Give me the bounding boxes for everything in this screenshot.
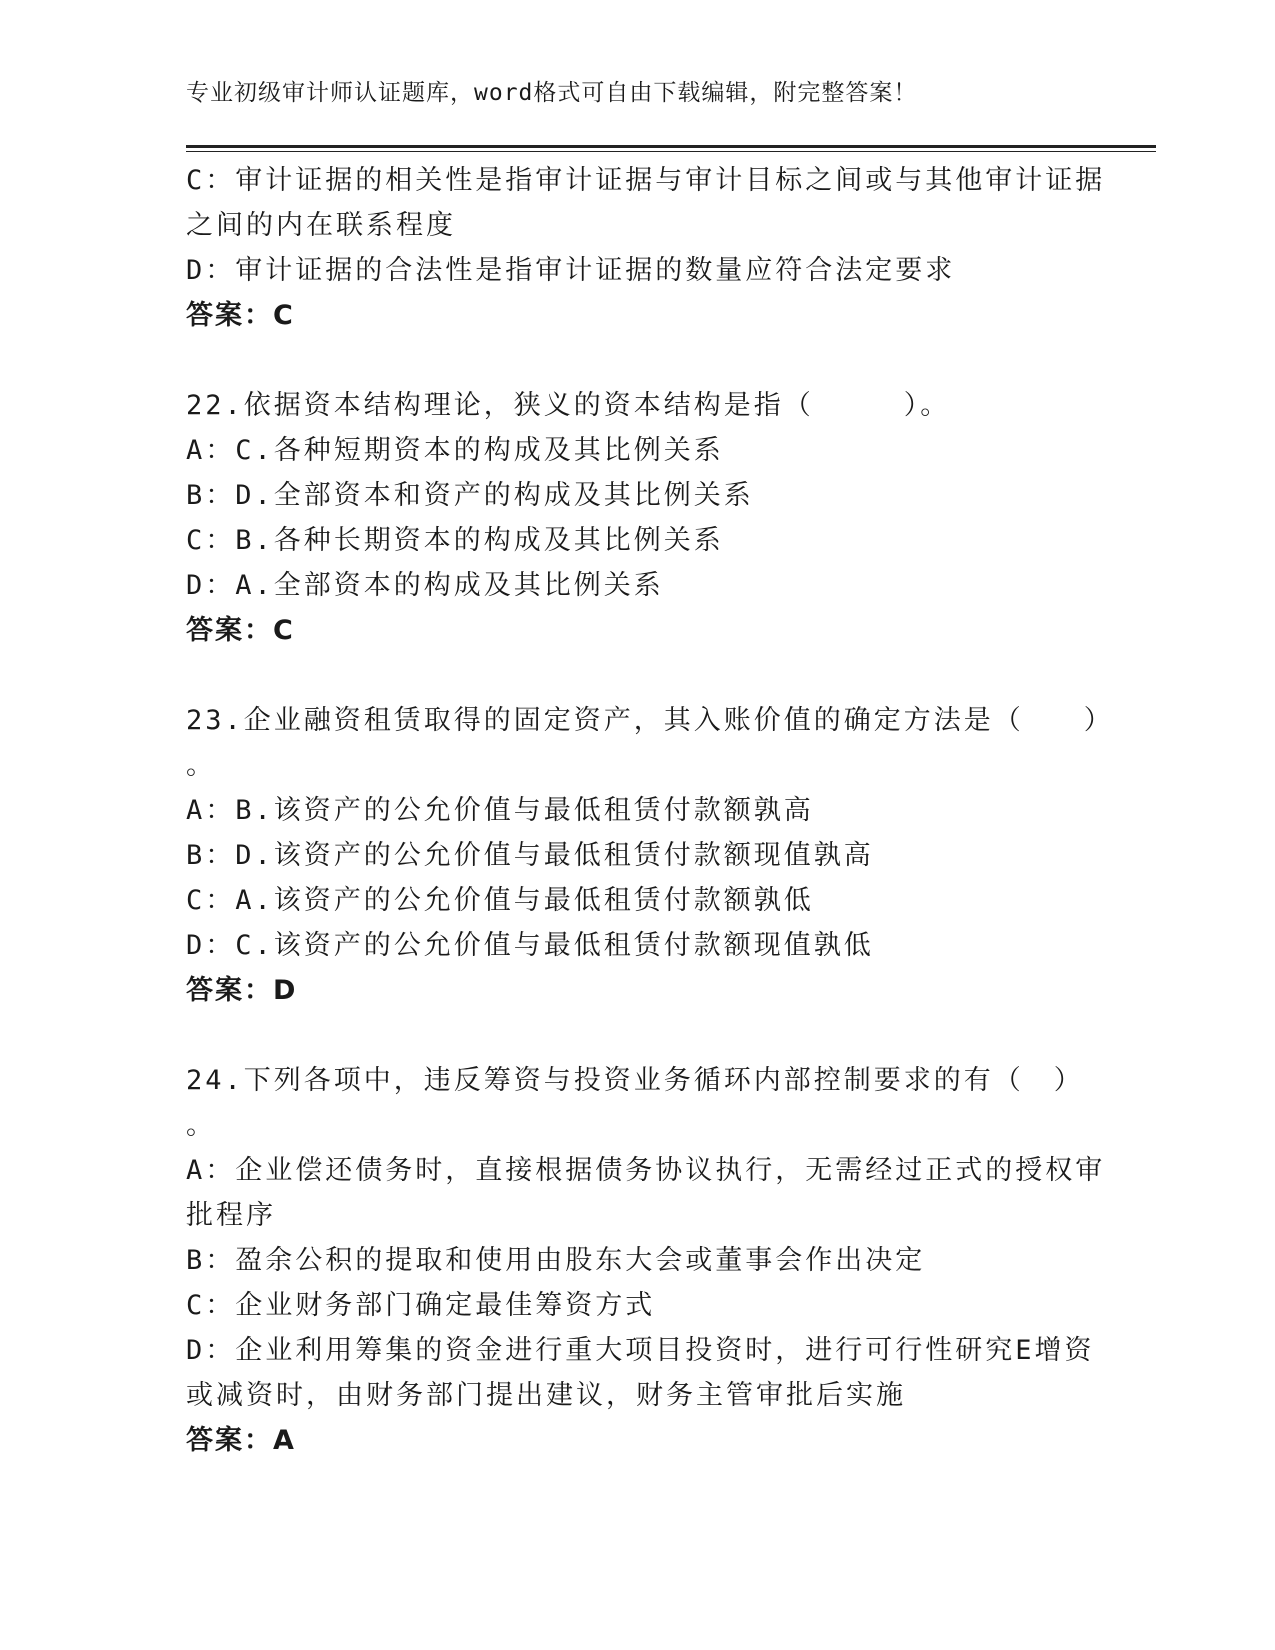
option-c: C：A.该资产的公允价值与最低租赁付款额孰低: [186, 885, 814, 916]
option-b: B：D.全部资本和资产的构成及其比例关系: [186, 480, 754, 511]
page-header: 专业初级审计师认证题库，word格式可自由下载编辑，附完整答案！: [186, 80, 918, 106]
question-stem-line-2: 。: [186, 1110, 216, 1141]
question-stem-line-1: 24.下列各项中，违反筹资与投资业务循环内部控制要求的有（ ）: [186, 1065, 1084, 1096]
option-a-line-1: A：企业偿还债务时，直接根据债务协议执行，无需经过正式的授权审: [186, 1155, 1106, 1186]
question-22: [186, 383, 1086, 653]
question-stem-line-1: 23.企业融资租赁取得的固定资产，其入账价值的确定方法是（ ）: [186, 705, 1114, 736]
answer: 答案：C: [186, 300, 295, 331]
option-a-line-2: 批程序: [186, 1200, 276, 1231]
question-24: [186, 1058, 1106, 1463]
answer: 答案：A: [186, 1425, 296, 1456]
option-d-line-2: 或减资时，由财务部门提出建议，财务主管审批后实施: [186, 1380, 906, 1411]
option-c-line-1: C：审计证据的相关性是指审计证据与审计目标之间或与其他审计证据: [186, 165, 1106, 196]
spacer: [186, 1013, 1086, 1058]
header-rule-thick: [186, 145, 1156, 148]
option-c-line-2: 之间的内在联系程度: [186, 210, 456, 241]
spacer: [186, 653, 1086, 698]
header-rule-thin: [186, 151, 1156, 152]
question-23: [186, 698, 1114, 1013]
spacer: [186, 338, 1086, 383]
option-a: A：B.该资产的公允价值与最低租赁付款额孰高: [186, 795, 814, 826]
answer: 答案：C: [186, 615, 295, 646]
question-list: [186, 158, 1114, 1463]
option-b: B：盈余公积的提取和使用由股东大会或董事会作出决定: [186, 1245, 926, 1276]
option-b: B：D.该资产的公允价值与最低租赁付款额现值孰高: [186, 840, 874, 871]
option-d: D：A.全部资本的构成及其比例关系: [186, 570, 664, 601]
option-d-line-1: D：企业利用筹集的资金进行重大项目投资时，进行可行性研究E增资: [186, 1335, 1095, 1366]
question-stem-line-2: 。: [186, 750, 216, 781]
question-21: [186, 158, 1106, 338]
question-stem: 22.依据资本结构理论，狭义的资本结构是指（ ）。: [186, 390, 951, 421]
option-d: D：审计证据的合法性是指审计证据的数量应符合法定要求: [186, 255, 956, 286]
option-c: C：企业财务部门确定最佳筹资方式: [186, 1290, 656, 1321]
option-d: D：C.该资产的公允价值与最低租赁付款额现值孰低: [186, 930, 874, 961]
option-c: C：B.各种长期资本的构成及其比例关系: [186, 525, 724, 556]
option-a: A：C.各种短期资本的构成及其比例关系: [186, 435, 724, 466]
answer: 答案：D: [186, 975, 298, 1006]
